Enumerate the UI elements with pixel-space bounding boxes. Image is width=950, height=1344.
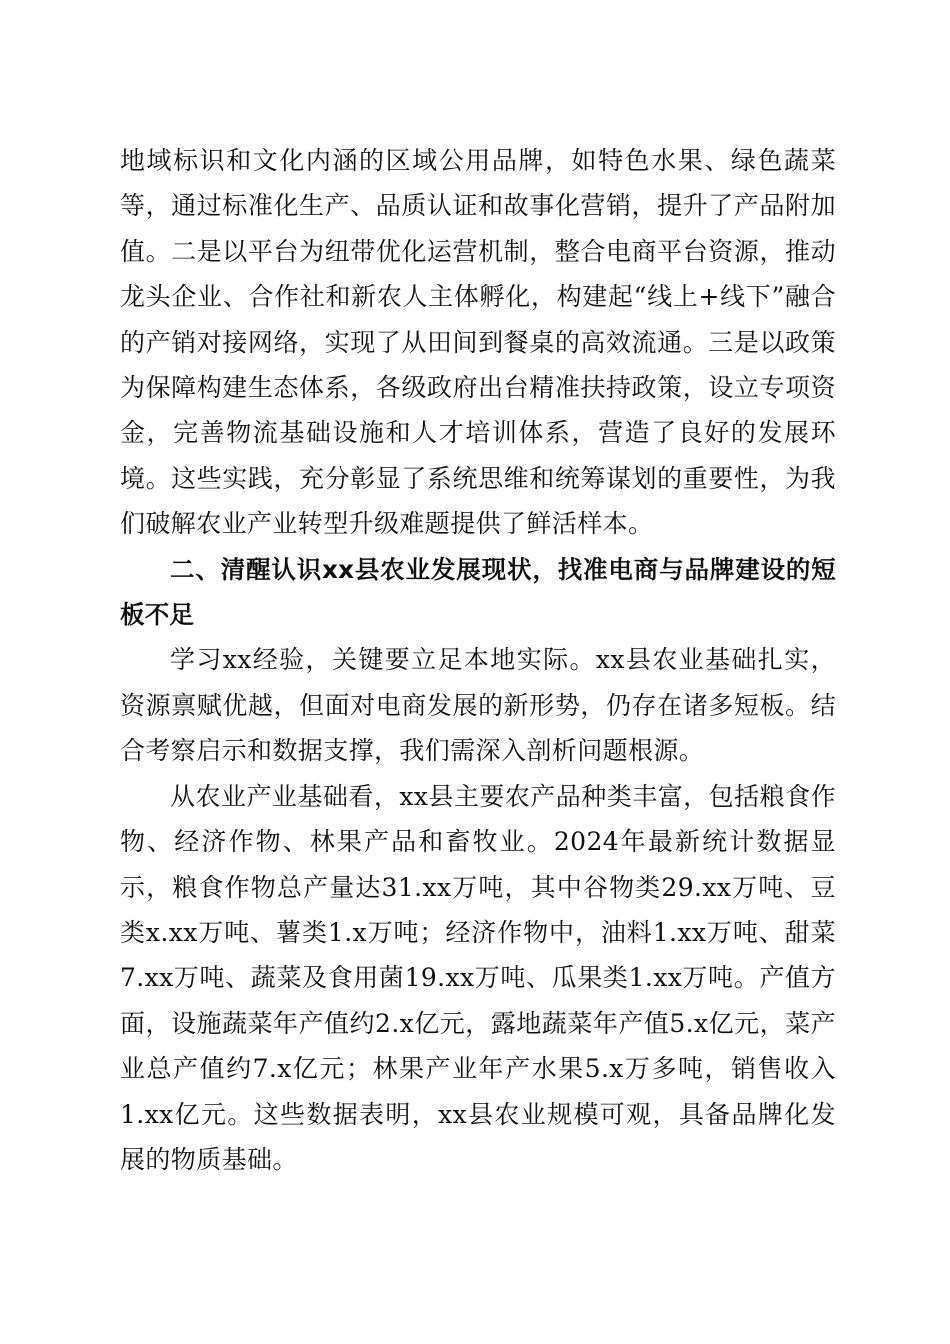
body-paragraph-1: 地域标识和文化内涵的区域公用品牌，如特色水果、绿色蔬菜等，通过标准化生产、品质认证和故事化营销，提升了产品附加值。二是以平台为纽带优化运营机制，整合电商平台资源，推动龙头企业、合作社和新农人主体孵化，构建起“线上+线下”融合的产销对接网络，实现了从田间到餐桌的高效流通。三是以政策为保障构建生态体系，各级政府出台精准扶持政策，设立专项资金，完善物流基础设施和人才培训体系，营造了良好的发展环境。这些实践，充分彰显了系统思维和统筹谋划的重要性，为我们破解农业产业转型升级难题提供了鲜活样本。 [120, 146, 836, 539]
body-paragraph-2: 学习xx经验，关键要立足本地实际。xx县农业基础扎实，资源禀赋优越，但面对电商发展的新形势，仍存在诸多短板。结合考察启示和数据支撑，我们需深入剖析问题根源。 [120, 645, 836, 766]
body-paragraph-3: 从农业产业基础看，xx县主要农产品种类丰富，包括粮食作物、经济作物、林果产品和畜牧业。2024年最新统计数据显示，粮食作物总产量达31.xx万吨，其中谷物类29.xx万吨、豆类x.xx万吨、薯类1.x万吨；经济作物中，油料1.xx万吨、甜菜7.xx万吨、蔬菜及食用菌19.xx万吨、瓜果类1.xx万吨。产值方面，设施蔬菜年产值约2.x亿元，露地蔬菜年产值5.x亿元，菜产业总产值约7.x亿元；林果产业年产水果5.x万多吨，销售收入1.xx亿元。这些数据表明，xx县农业规模可观，具备品牌化发展的物质基础。 [120, 781, 836, 1174]
document-body [120, 138, 836, 1182]
section-heading-2: 二、清醒认识xx县农业发展现状，找准电商与品牌建设的短板不足 [120, 554, 836, 630]
